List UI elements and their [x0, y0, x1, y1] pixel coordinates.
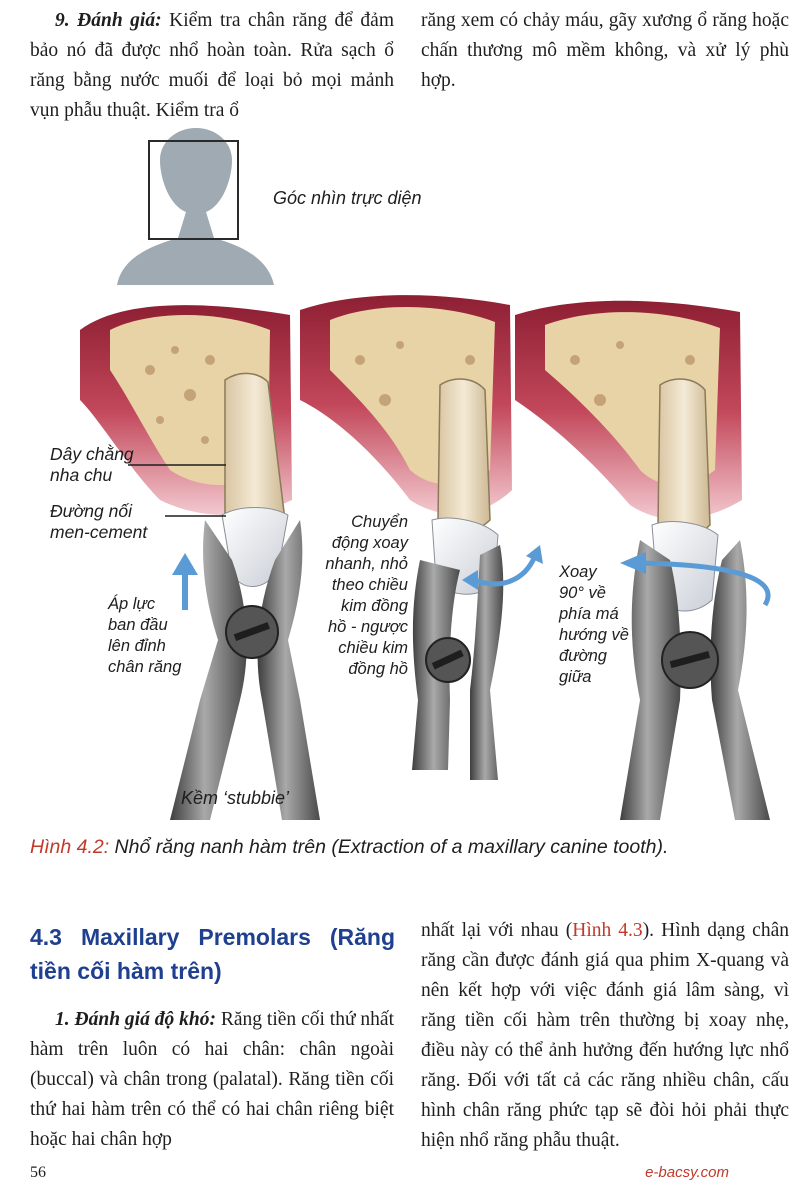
ligament-label: Dây chằng nha chu [50, 444, 134, 485]
difficulty-lead: 1. Đánh giá độ khó: [55, 1009, 216, 1030]
page-number: 56 [30, 1164, 46, 1181]
panel-initial-pressure [80, 305, 320, 820]
right-text-start: nhất lại với nhau ( [421, 920, 573, 941]
figure-caption-number: Hình 4.2: [30, 836, 110, 858]
step-9-continued: răng xem có chảy máu, gãy xương ổ răng hoặc chấn thương mô mềm không, và xử lý phù hợp. [421, 10, 789, 91]
figure-reference-link[interactable]: Hình 4.3 [572, 920, 643, 941]
right-text-end: ). Hình dạng chân răng cần được đánh giá qua phim X-quang và nên kết hợp với việc đánh giá lâm sàng, vì răng tiền cối hàm trên thường bị xoay nhẹ, điều này có thể ảnh hưởng đến hướng lực nhổ răng. Đối với tất cả các răng nhiều chân, cấu hình chân răng phức tạp sẽ đòi hỏi phải thực hiện nhổ răng phẫu thuật. [421, 920, 789, 1151]
pressure-label: Áp lực ban đầu lên đỉnh chân răng [108, 595, 182, 676]
turn-label: Xoay 90° về phía má hướng về đường giữa [559, 563, 629, 686]
site-watermark: e-bacsy.com [645, 1164, 729, 1181]
difficulty-text: Răng tiền cối thứ nhất hàm trên luôn có hai chân: chân ngoài (buccal) và chân trong (palatal). Răng tiền cối thứ hai hàm trên có thể có hai chân riêng biệt hoặc hai chân hợp [30, 1009, 394, 1150]
panel-turn-90 [515, 301, 770, 820]
figure-caption-text: Nhổ răng nanh hàm trên (Extraction of a maxillary canine tooth). [109, 836, 669, 858]
forceps-label: Kềm ‘stubbie’ [181, 788, 290, 808]
junction-label: Đường nối men-cement [50, 501, 148, 542]
section-heading: 4.3 Maxillary Premolars (Răng tiền cối hàm trên) [30, 924, 395, 984]
rotation-label: Chuyển động xoay nhanh, nhỏ theo chiều kim đồng hồ - ngược chiều kim đồng hồ [325, 513, 408, 678]
figure-caption [30, 836, 668, 859]
step-9-text: Kiểm tra chân răng để đảm bảo nó đã được nhổ hoàn toàn. Rửa sạch ổ răng bằng nước muối để loại bỏ mọi mảnh vụn phẫu thuật. Kiểm tra ổ [30, 10, 395, 121]
section-right-paragraph [421, 916, 789, 1156]
head-silhouette [117, 128, 274, 285]
view-label: Góc nhìn trực diện [273, 188, 422, 208]
section-left-paragraph [30, 1005, 394, 1155]
step-9-lead: 9. Đánh giá: [55, 10, 162, 31]
